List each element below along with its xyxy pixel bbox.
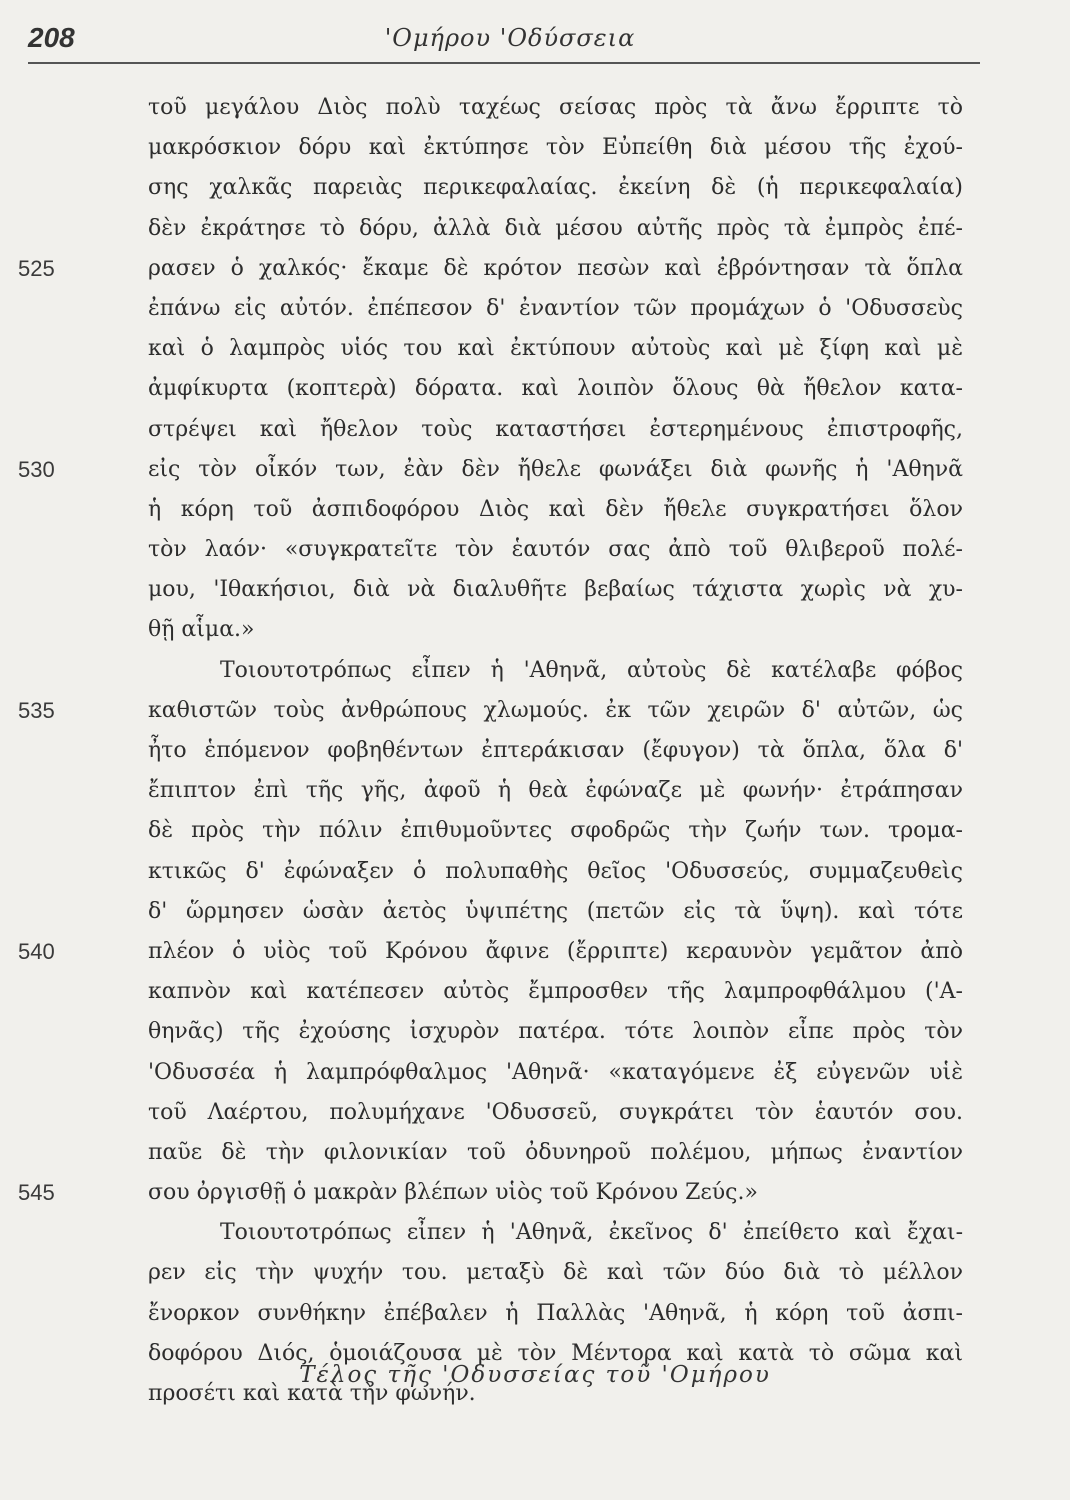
- text-line: τὸν λαόν· «συγκρατεῖτε τὸν ἑαυτόν σας ἀπὸ τοῦ θλιβεροῦ πολέ-: [148, 537, 963, 563]
- text-line: ἔνορκον συνθήκην ἐπέβαλεν ἡ Παλλὰς 'Αθηνᾶ, ἡ κόρη τοῦ ἀσπι-: [148, 1300, 963, 1326]
- text-line: ρεν εἰς τὴν ψυχήν του. μεταξὺ δὲ καὶ τῶν δύο διὰ τὸ μέλλον: [148, 1260, 963, 1286]
- text-line: παῦε δὲ τὴν φιλονικίαν τοῦ ὀδυνηροῦ πολέμου, μήπως ἐναντίον: [148, 1139, 963, 1165]
- text-line: θηνᾶς) τῆς ἐχούσης ἰσχυρὸν πατέρα. τότε λοιπὸν εἶπε πρὸς τὸν: [148, 1019, 963, 1045]
- text-line: πλέον ὁ υἱὸς τοῦ Κρόνου ἄφινε (ἔρριπτε) κεραυνὸν γεμᾶτον ἀπὸ: [148, 938, 963, 964]
- text-line: τοῦ μεγάλου Διὸς πολὺ ταχέως σείσας πρὸς τὰ ἄνω ἔρριπτε τὸ: [148, 95, 963, 120]
- text-line: ἐπάνω εἰς αὐτόν. ἐπέπεσον δ' ἐναντίον τῶν προμάχων ὁ 'Οδυσσεὺς: [148, 295, 963, 321]
- text-line: καὶ ὁ λαμπρὸς υἱός του καὶ ἐκτύπουν αὐτοὺς καὶ μὲ ξίφη καὶ μὲ: [148, 336, 963, 362]
- text-line: δοφόρου Διός, ὁμοιάζουσα μὲ τὸν Μέντορα καὶ κατὰ τὸ σῶμα καὶ: [148, 1340, 963, 1366]
- text-line: ἀμφίκυρτα (κοπτερὰ) δόρατα. καὶ λοιπὸν ὅλους θὰ ἤθελον κατα-: [148, 376, 963, 402]
- text-line: δ' ὥρμησεν ὡσὰν ἀετὸς ὑψιπέτης (πετῶν εἰς τὰ ὕψη). καὶ τότε: [148, 898, 963, 924]
- text-line: καπνὸν καὶ κατέπεσεν αὐτὸς ἔμπροσθεν τῆς λαμπροφθάλμου ('Α-: [148, 979, 963, 1005]
- page-header: [20, 18, 980, 68]
- verse-number: 545: [18, 1180, 55, 1206]
- verse-number: 540: [18, 939, 55, 965]
- verse-number: 530: [18, 456, 55, 482]
- running-title: 'Ομήρου 'Οδύσσεια: [384, 24, 636, 52]
- header-rule: [28, 62, 980, 64]
- text-line: μου, 'Ιθακήσιοι, διὰ νὰ διαλυθῆτε βεβαίως τάχιστα χωρὶς νὰ χυ-: [148, 577, 963, 603]
- text-line: προσέτι καὶ κατὰ τὴν φωνήν.: [148, 1381, 476, 1406]
- text-line: σης χαλκᾶς παρειὰς περικεφαλαίας. ἐκείνη δὲ (ἡ περικεφαλαία): [148, 175, 963, 201]
- body-text: [148, 88, 963, 1414]
- text-line: καθιστῶν τοὺς ἀνθρώπους χλωμούς. ἐκ τῶν χειρῶν δ' αὐτῶν, ὡς: [148, 697, 963, 723]
- text-line: κτικῶς δ' ἐφώναξεν ὁ πολυπαθὴς θεῖος 'Οδυσσεύς, συμμαζευθεὶς: [148, 858, 963, 884]
- text-line: σου ὀργισθῇ ὁ μακρὰν βλέπων υἱὸς τοῦ Κρόνου Ζεύς.»: [148, 1180, 758, 1206]
- text-line: εἰς τὸν οἶκόν των, ἐὰν δὲν ἤθελε φωνάξει διὰ φωνῆς ἡ 'Αθηνᾶ: [148, 456, 963, 482]
- page-number: 208: [28, 22, 75, 53]
- text-line: τοῦ Λαέρτου, πολυμήχανε 'Οδυσσεῦ, συγκράτει τὸν ἑαυτόν σου.: [148, 1099, 963, 1125]
- text-line: ἔπιπτον ἐπὶ τῆς γῆς, ἀφοῦ ἡ θεὰ ἐφώναζε μὲ φωνήν· ἐτράπησαν: [148, 778, 963, 804]
- text-line: δὲν ἐκράτησε τὸ δόρυ, ἀλλὰ διὰ μέσου αὐτῆς πρὸς τὰ ἐμπρὸς ἐπέ-: [148, 215, 963, 241]
- text-line: 'Οδυσσέα ἡ λαμπρόφθαλμος 'Αθηνᾶ· «καταγόμενε ἐξ εὐγενῶν υἱὲ: [148, 1059, 963, 1085]
- paragraph-first-line: Τοιουτοτρόπως εἶπεν ἡ 'Αθηνᾶ, ἐκεῖνος δ' ἐπείθετο καὶ ἔχαι-: [220, 1220, 963, 1246]
- text-line: ἦτο ἑπόμενον φοβηθέντων ἐπτεράκισαν (ἔφυγον) τὰ ὅπλα, ὅλα δ': [148, 738, 963, 763]
- text-line: στρέψει καὶ ἤθελον τοὺς καταστήσει ἐστερημένους ἐπιστροφῆς,: [148, 416, 963, 442]
- text-line: θῇ αἷμα.»: [148, 617, 255, 643]
- verse-number: 525: [18, 255, 55, 281]
- paragraph-first-line: Τοιουτοτρόπως εἶπεν ἡ 'Αθηνᾶ, αὐτοὺς δὲ κατέλαβε φόβος: [220, 657, 963, 683]
- text-line: μακρόσκιον δόρυ καὶ ἐκτύπησε τὸν Εὐπείθη διὰ μέσου τῆς ἐχού-: [148, 135, 963, 161]
- verse-number: 535: [18, 698, 55, 723]
- end-title: Τέλος τῆς 'Οδυσσείας τοῦ 'Ομήρου: [299, 1362, 771, 1388]
- text-line: ἡ κόρη τοῦ ἀσπιδοφόρου Διὸς καὶ δὲν ἤθελε συγκρατήσει ὅλον: [148, 496, 963, 522]
- text-line: δὲ πρὸς τὴν πόλιν ἐπιθυμοῦντες σφοδρῶς τὴν ζωήν των. τρομα-: [148, 818, 963, 844]
- text-line: ρασεν ὁ χαλκός· ἔκαμε δὲ κρότον πεσὼν καὶ ἐβρόντησαν τὰ ὅπλα: [148, 255, 963, 281]
